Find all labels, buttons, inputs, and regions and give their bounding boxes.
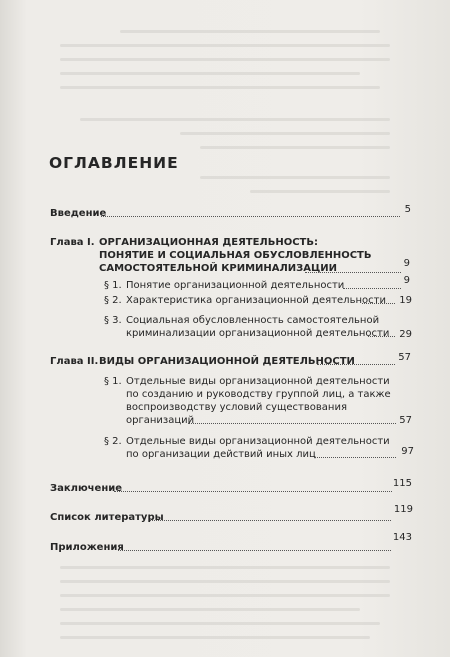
chapter1-title-line: ПОНЯТИЕ И СОЦИАЛЬНАЯ ОБУСЛОВЛЕННОСТЬ (99, 250, 372, 261)
leader-dots (188, 423, 396, 424)
section-number: § 1. (104, 280, 122, 291)
section-number: § 2. (104, 295, 122, 306)
page-number: 115 (392, 478, 412, 489)
toc-entry-intro: Введение (50, 208, 107, 219)
leader-dots (343, 288, 401, 289)
leader-dots (114, 491, 392, 492)
page-number: 97 (401, 446, 414, 457)
section-title-line: воспроизводству условий существования (126, 402, 347, 413)
show-through-line (80, 118, 390, 121)
section-title-line: по созданию и руководству группой лиц, а также (126, 389, 391, 400)
section-title-line: Характеристика организационной деятельности (126, 295, 386, 306)
section-number: § 3. (104, 315, 122, 326)
page-number: 5 (404, 204, 411, 215)
section-title-line: Отдельные виды организационной деятельности (126, 436, 390, 447)
show-through-line (60, 86, 380, 89)
page-number: 119 (393, 504, 413, 515)
chapter2-label: Глава II. (50, 356, 99, 367)
toc-entry-references: Список литературы (50, 512, 164, 523)
leader-dots (101, 216, 400, 217)
chapter1-title-line: САМОСТОЯТЕЛЬНОЙ КРИМИНАЛИЗАЦИИ (99, 263, 338, 274)
page-number: 143 (392, 532, 412, 543)
section-title-line: организаций (126, 415, 195, 426)
show-through-line (60, 580, 390, 583)
page-number: 9 (403, 258, 410, 269)
show-through-line (180, 132, 390, 135)
chapter1-label: Глава I. (50, 237, 95, 248)
show-through-line (200, 176, 390, 179)
show-through-line (60, 622, 380, 625)
page-number: 57 (398, 352, 411, 363)
toc-entry-conclusion: Заключение (50, 483, 123, 494)
page-number: 19 (399, 295, 412, 306)
chapter1-title-line: ОРГАНИЗАЦИОННАЯ ДЕЯТЕЛЬНОСТЬ: (99, 237, 318, 248)
leader-dots (305, 272, 401, 273)
section-title-line: Понятие организационной деятельности (126, 280, 345, 291)
leader-dots (150, 520, 391, 521)
show-through-line (60, 566, 390, 569)
section-title-line: Социальная обусловленность самостоятельной (126, 315, 380, 326)
section-title-line: Отдельные виды организационной деятельности (126, 376, 390, 387)
leader-dots (118, 550, 391, 551)
page-number: 57 (399, 415, 412, 426)
toc-heading: ОГЛАВЛЕНИЕ (49, 154, 179, 172)
page-number: 9 (403, 275, 410, 286)
section-title-line: по организации действий иных лиц (126, 449, 316, 460)
chapter2-title-line: ВИДЫ ОРГАНИЗАЦИОННОЙ ДЕЯТЕЛЬНОСТИ (99, 356, 355, 367)
show-through-line (120, 30, 380, 33)
section-title-line: криминализации организационной деятельности (126, 328, 390, 339)
leader-dots (317, 364, 395, 365)
show-through-line (60, 608, 360, 611)
page-number: 29 (399, 329, 412, 340)
show-through-line (60, 58, 390, 61)
section-number: § 1. (104, 376, 122, 387)
show-through-line (60, 72, 360, 75)
section-number: § 2. (104, 436, 122, 447)
show-through-line (60, 44, 390, 47)
show-through-line (60, 636, 370, 639)
show-through-line (250, 190, 390, 193)
toc-entry-appendices: Приложения (50, 542, 124, 553)
show-through-line (200, 146, 390, 149)
show-through-line (60, 594, 390, 597)
